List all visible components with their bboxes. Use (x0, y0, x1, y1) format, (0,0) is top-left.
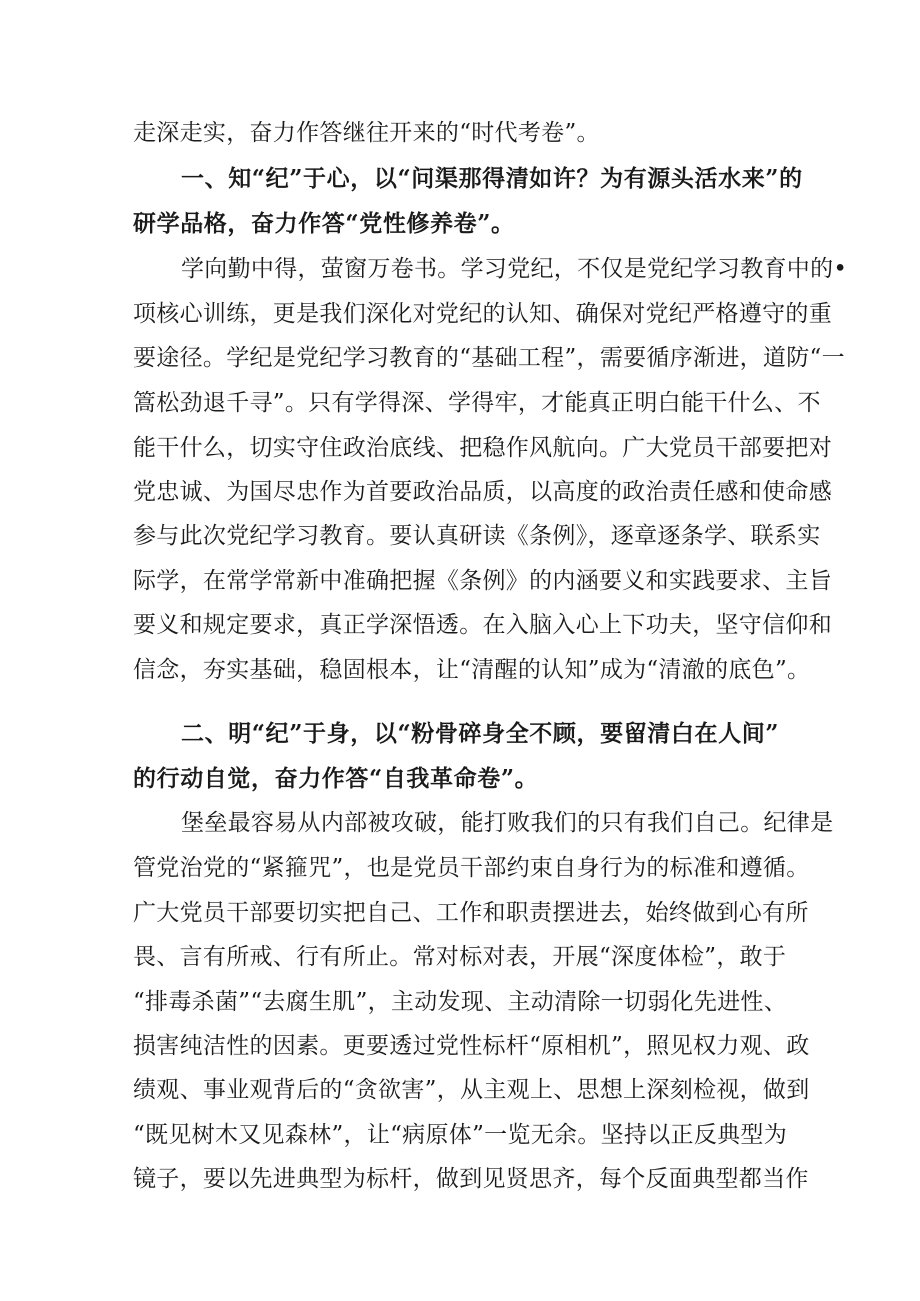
paragraph-2-line-4: 畏、言有所戒、行有所止。常对标对表，开展“深度体检”，敢于 (133, 944, 787, 970)
paragraph-1-line-6: 党忠诚、为国尽忠作为首要政治品质，以高度的政治责任感和使命感 (133, 479, 832, 505)
paragraph-1-line-8: 际学，在常学常新中准确把握《条例》的内涵要义和实践要求、主旨 (133, 568, 832, 594)
paragraph-2-line-5: “排毒杀菌”“去腐生肌”，主动发现、主动清除一切弱化先进性、 (133, 989, 788, 1015)
paragraph-1-line-9: 要义和规定要求，真正学深悟透。在入脑入心上下功夫，坚守信仰和 (133, 612, 832, 638)
paragraph-1-line-7: 参与此次党纪学习教育。要认真研读《条例》，逐章逐条学、联系实 (133, 523, 821, 549)
paragraph-2-line-3: 广大党员干部要切实把自己、工作和职责摆进去，始终做到心有所 (133, 900, 809, 926)
paragraph-1-line-3: 要途径。学纪是党纪学习教育的“基础工程”，需要循序渐进，道防“一 (133, 345, 845, 371)
text-line-1: 走深走实，奋力作答继往开来的“时代考卷”。 (133, 120, 600, 146)
paragraph-2-line-7: 绩观、事业观背后的“贪欲害”，从主观上、思想上深刻检视，做到 (133, 1077, 810, 1103)
section-heading-2-line-1: 二、明“纪”于身，以“粉骨碎身全不顾，要留清白在人间” (181, 720, 780, 747)
paragraph-1-line-10: 信念，夯实基础，稳固根本，让“清醒的认知”成为“清澈的底色”。 (133, 657, 811, 683)
section-heading-1-line-1: 一、知“纪”于心，以“问渠那得清如许？为有源头活水来”的 (181, 165, 803, 192)
paragraph-2-line-1: 堡垒最容易从内部被攻破，能打败我们的只有我们自己。纪律是 (181, 810, 834, 836)
paragraph-1-line-5: 能干什么，切实守住政治底线、把稳作风航向。广大党员干部要把对 (133, 435, 832, 461)
paragraph-1-line-4: 篙松劲退千寻”。只有学得深、学得牢，才能真正明白能干什么、不 (133, 390, 821, 416)
section-heading-2-line-2: 的行动自觉，奋力作答“自我革命卷”。 (133, 765, 539, 792)
paragraph-2-line-2: 管党治党的“紧箍咒”，也是党员干部约束自身行为的标准和遵循。 (133, 855, 810, 881)
paragraph-2-line-9: 镜子，要以先进典型为标杆，做到见贤思齐，每个反面典型都当作 (133, 1166, 809, 1192)
paragraph-2-line-6: 损害纯洁性的因素。更要透过党性标杆“原相机”，照见权力观、政 (133, 1033, 810, 1059)
section-heading-1-line-2: 研学品格，奋力作答“党性修养卷”。 (133, 210, 515, 237)
paragraph-1-line-1: 学向勤中得，萤窗万卷书。学习党纪，不仅是党纪学习教育中的• (181, 256, 848, 282)
paragraph-2-line-8: “既见树木又见森林”，让“病原体”一览无余。坚持以正反典型为 (133, 1122, 788, 1148)
paragraph-1-line-2: 项核心训练，更是我们深化对党纪的认知、确保对党纪严格遵守的重 (133, 301, 832, 327)
